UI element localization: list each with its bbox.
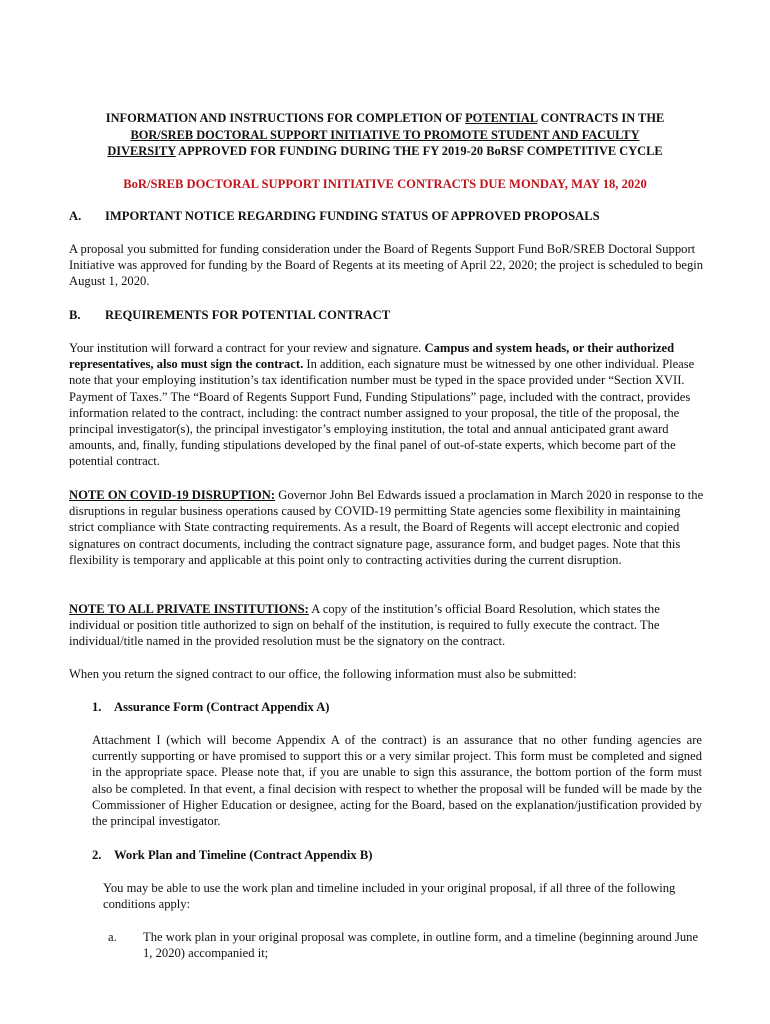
item-1-heading: 1. Assurance Form (Contract Appendix A) [92, 700, 330, 714]
section-a-body: A proposal you submitted for funding consideration under the Board of Regents Support Fund BoR/SREB Doctoral Support Initiative was approved for funding by the Board of Regents at its meeting of April 22, 2020; the project is scheduled to begin August 1, 2020. [69, 242, 704, 289]
section-a-letter: A. [69, 209, 82, 223]
return-instructions: When you return the signed contract to our office, the following information must also be submitted: [69, 667, 577, 681]
section-a-heading [69, 208, 709, 224]
private-institutions-note: NOTE TO ALL PRIVATE INSTITUTIONS: A copy of the institution’s official Board Resolution, which states the individual or position title authorized to sign on behalf of the institution, is required to fully execute the contract. The individual/title named in the provided resolution must be the signatory on the contract. [69, 602, 660, 649]
condition-a-text: The work plan in your original proposal was complete, in outline form, and a timeline (beginning around June 1, 2020) accompanied it; [143, 930, 699, 961]
section-b-heading [69, 307, 709, 323]
condition-a-label: a. [108, 930, 117, 944]
private-note-label: NOTE TO ALL PRIVATE INSTITUTIONS: [69, 602, 309, 616]
document-title [60, 110, 710, 160]
item-2-body: You may be able to use the work plan and timeline included in your original proposal, if all three of the following conditions apply: [103, 881, 676, 912]
due-date-notice: BoR/SREB DOCTORAL SUPPORT INITIATIVE CONTRACTS DUE MONDAY, MAY 18, 2020 [123, 177, 647, 191]
title-line-3: DIVERSITY APPROVED FOR FUNDING DURING THE FY 2019-20 BoRSF COMPETITIVE CYCLE [107, 144, 663, 158]
signature-requirement: Campus and system heads, or their authorized representatives, also must sign the contract. [69, 341, 675, 372]
title-line-1: INFORMATION AND INSTRUCTIONS FOR COMPLETION OF POTENTIAL CONTRACTS IN THE [105, 111, 665, 125]
item-1-body: Attachment I (which will become Appendix A of the contract) is an assurance that no other funding agencies are currently supporting or have promised to support this or a very similar project. This form must be completed and signed in the appropriate space. Please note that, if you are unable to sign this assurance, the bottom portion of the form must also be completed. In that event, a final decision with respect to whether the proposal will be funded will be made by the Commissioner of Higher Education or designee, acting for the Board, based on the explanation/justification provided by the principal investigator. [92, 733, 702, 829]
section-b-letter: B. [69, 308, 81, 322]
contract-requirements-paragraph: Your institution will forward a contract for your review and signature. Campus and system heads, or their authorized representatives, also must sign the contract. In addition, each signature must be witnessed by one other individual. Please note that your employing institution’s tax identification number must be typed in the space provided under “Section XVII. Payment of Taxes.” The “Board of Regents Support Fund, Funding Stipulations” page, included with the contract, provides information related to the contract, including: the contract number assigned to your proposal, the title of the proposal, the principal investigator(s), the principal investigator’s employing institution, the total and annual anticipated grant award amounts, and, finally, funding stipulations developed by the final panel of out-of-state experts, which become part of the potential contract. [69, 341, 695, 469]
section-a-title: IMPORTANT NOTICE REGARDING FUNDING STATUS OF APPROVED PROPOSALS [105, 209, 600, 223]
item-2-heading: 2. Work Plan and Timeline (Contract Appendix B) [92, 848, 373, 862]
title-emphasis-potential: POTENTIAL [465, 111, 538, 125]
covid-note-label: NOTE ON COVID-19 DISRUPTION: [69, 488, 276, 502]
covid-note-paragraph: NOTE ON COVID-19 DISRUPTION: Governor John Bel Edwards issued a proclamation in March 2020 in response to the disruptions in regular business operations caused by COVID-19 permitting State agencies some flexibility in maintaining strict compliance with State contracting requirements. As a result, the Board of Regents will accept electronic and copied signatures on contract documents, including the contract signature page, assurance form, and budget pages. Note that this flexibility is temporary and applicable at this point only to contracting activities during the current disruption. [69, 488, 704, 567]
section-b-title: REQUIREMENTS FOR POTENTIAL CONTRACT [105, 308, 391, 322]
title-line-2: BOR/SREB DOCTORAL SUPPORT INITIATIVE TO PROMOTE STUDENT AND FACULTY [130, 127, 640, 142]
